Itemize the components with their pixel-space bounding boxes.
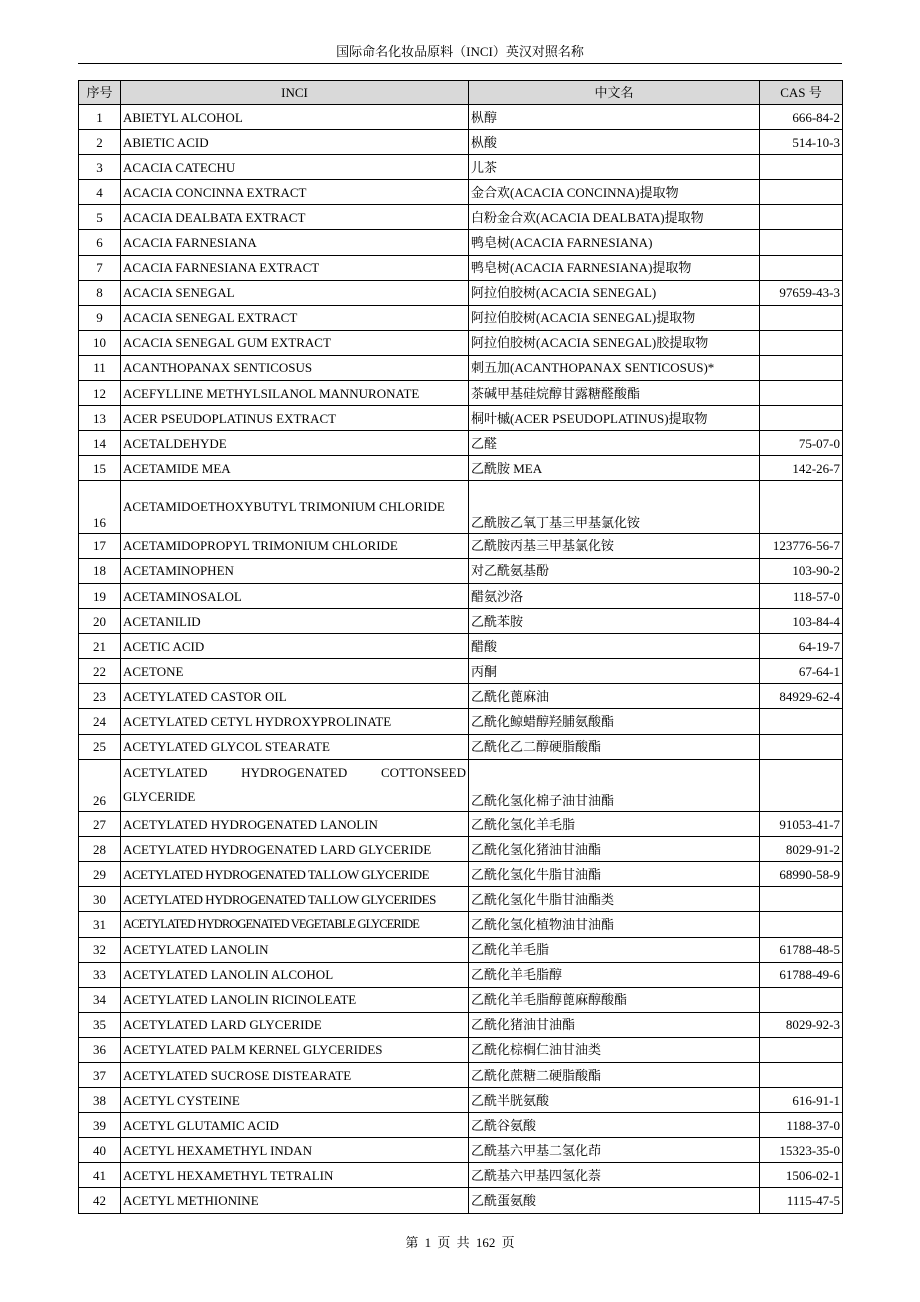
cas-number-cell	[760, 155, 843, 180]
cas-number-cell: 514-10-3	[760, 130, 843, 155]
page-footer-number: 第 1 页 共 162 页	[405, 1235, 515, 1250]
table-row	[79, 456, 843, 481]
inci-name-cell: ACEFYLLINE METHYLSILANOL MANNURONATE	[121, 381, 469, 406]
chinese-name-cell: 儿茶	[469, 155, 760, 180]
chinese-name-cell: 阿拉伯胶树(ACACIA SENEGAL)	[469, 280, 760, 305]
row-number-cell: 27	[79, 812, 121, 837]
inci-name-cell: ACETAMINOPHEN	[121, 558, 469, 583]
row-number-cell: 15	[79, 456, 121, 481]
table-row	[79, 330, 843, 355]
cas-number-cell: 84929-62-4	[760, 684, 843, 709]
chinese-name-cell: 乙酰化乙二醇硬脂酸酯	[469, 734, 760, 759]
inci-name-cell: ACETYLATED LANOLIN	[121, 937, 469, 962]
cas-number-cell	[760, 987, 843, 1012]
inci-name-cell: ACETANILID	[121, 609, 469, 634]
inci-name-cell: ACETYLATED CETYL HYDROXYPROLINATE	[121, 709, 469, 734]
inci-name-cell: ACETIC ACID	[121, 634, 469, 659]
header-rule	[78, 63, 842, 64]
cas-number-cell: 616-91-1	[760, 1088, 843, 1113]
inci-name-cell: ACACIA FARNESIANA	[121, 230, 469, 255]
chinese-name-cell: 乙酰化氢化猪油甘油酯	[469, 837, 760, 862]
cas-number-cell: 1115-47-5	[760, 1188, 843, 1213]
row-number-cell: 34	[79, 987, 121, 1012]
inci-name-cell: ACETAMIDOPROPYL TRIMONIUM CHLORIDE	[121, 533, 469, 558]
inci-table	[78, 80, 843, 1214]
chinese-name-cell: 乙酰化氢化牛脂甘油酯类	[469, 887, 760, 912]
cas-number-cell	[760, 355, 843, 380]
cas-number-cell: 1506-02-1	[760, 1163, 843, 1188]
cas-number-cell: 67-64-1	[760, 659, 843, 684]
cas-number-cell	[760, 887, 843, 912]
row-number-cell: 40	[79, 1138, 121, 1163]
chinese-name-cell: 乙酰化棕榈仁油甘油类	[469, 1037, 760, 1062]
cas-number-cell: 8029-92-3	[760, 1012, 843, 1037]
table-row	[79, 962, 843, 987]
cas-number-cell: 91053-41-7	[760, 812, 843, 837]
cas-number-cell	[760, 330, 843, 355]
chinese-name-cell: 刺五加(ACANTHOPANAX SENTICOSUS)*	[469, 355, 760, 380]
chinese-name-cell: 白粉金合欢(ACACIA DEALBATA)提取物	[469, 205, 760, 230]
table-row	[79, 912, 843, 937]
chinese-name-cell: 金合欢(ACACIA CONCINNA)提取物	[469, 180, 760, 205]
inci-name-cell: ACETYLATED LANOLIN RICINOLEATE	[121, 987, 469, 1012]
row-number-cell: 37	[79, 1062, 121, 1087]
cas-number-cell: 103-84-4	[760, 609, 843, 634]
inci-name-cell: ACETYLATED HYDROGENATED LANOLIN	[121, 812, 469, 837]
row-number-cell: 35	[79, 1012, 121, 1037]
inci-name-cell: ABIETIC ACID	[121, 130, 469, 155]
cas-number-cell: 64-19-7	[760, 634, 843, 659]
table-row	[79, 558, 843, 583]
cas-number-cell: 142-26-7	[760, 456, 843, 481]
table-row	[79, 280, 843, 305]
chinese-name-cell: 鸭皂树(ACACIA FARNESIANA)	[469, 230, 760, 255]
chinese-name-cell: 乙酰半胱氨酸	[469, 1088, 760, 1113]
row-number-cell: 19	[79, 583, 121, 608]
table-row	[79, 105, 843, 130]
cas-number-cell: 75-07-0	[760, 431, 843, 456]
table-row	[79, 837, 843, 862]
chinese-name-cell: 乙酰化氢化植物油甘油酯	[469, 912, 760, 937]
table-row	[79, 355, 843, 380]
row-number-cell: 17	[79, 533, 121, 558]
row-number-cell: 12	[79, 381, 121, 406]
cas-number-cell: 118-57-0	[760, 583, 843, 608]
cas-number-cell	[760, 1062, 843, 1087]
table-row	[79, 381, 843, 406]
row-number-cell: 22	[79, 659, 121, 684]
chinese-name-cell: 醋氨沙洛	[469, 583, 760, 608]
column-header-cas: CAS 号	[760, 81, 843, 105]
table-row	[79, 709, 843, 734]
row-number-cell: 8	[79, 280, 121, 305]
row-number-cell: 7	[79, 255, 121, 280]
row-number-cell: 30	[79, 887, 121, 912]
inci-name-cell: ACETYLATED CASTOR OIL	[121, 684, 469, 709]
row-number-cell: 26	[79, 759, 121, 811]
inci-name-cell: ABIETYL ALCOHOL	[121, 105, 469, 130]
table-row	[79, 659, 843, 684]
column-header-inci: INCI	[121, 81, 469, 105]
cas-number-cell: 1188-37-0	[760, 1113, 843, 1138]
chinese-name-cell: 醋酸	[469, 634, 760, 659]
cas-number-cell: 68990-58-9	[760, 862, 843, 887]
inci-name-cell: ACER PSEUDOPLATINUS EXTRACT	[121, 406, 469, 431]
row-number-cell: 18	[79, 558, 121, 583]
row-number-cell: 36	[79, 1037, 121, 1062]
table-row	[79, 684, 843, 709]
table-row	[79, 155, 843, 180]
cas-number-cell	[760, 912, 843, 937]
chinese-name-cell: 乙醛	[469, 431, 760, 456]
inci-name-cell: ACETONE	[121, 659, 469, 684]
table-row	[79, 1138, 843, 1163]
table-body	[79, 105, 843, 1214]
chinese-name-cell: 乙酰苯胺	[469, 609, 760, 634]
row-number-cell: 21	[79, 634, 121, 659]
row-number-cell: 38	[79, 1088, 121, 1113]
row-number-cell: 10	[79, 330, 121, 355]
inci-name-cell: ACANTHOPANAX SENTICOSUS	[121, 355, 469, 380]
inci-name-cell: ACACIA CONCINNA EXTRACT	[121, 180, 469, 205]
inci-name-cell: ACETYL METHIONINE	[121, 1188, 469, 1213]
cas-number-cell: 61788-48-5	[760, 937, 843, 962]
table-row	[79, 734, 843, 759]
cas-number-cell: 123776-56-7	[760, 533, 843, 558]
cas-number-cell	[760, 305, 843, 330]
column-header-cn: 中文名	[469, 81, 760, 105]
inci-name-cell: ACACIA CATECHU	[121, 155, 469, 180]
chinese-name-cell: 桐叶槭(ACER PSEUDOPLATINUS)提取物	[469, 406, 760, 431]
inci-name-cell: ACACIA SENEGAL EXTRACT	[121, 305, 469, 330]
row-number-cell: 25	[79, 734, 121, 759]
chinese-name-cell: 乙酰胺丙基三甲基氯化铵	[469, 533, 760, 558]
row-number-cell: 39	[79, 1113, 121, 1138]
table-row	[79, 887, 843, 912]
row-number-cell: 9	[79, 305, 121, 330]
cas-number-cell	[760, 734, 843, 759]
chinese-name-cell: 乙酰基六甲基二氢化茚	[469, 1138, 760, 1163]
chinese-name-cell: 乙酰蛋氨酸	[469, 1188, 760, 1213]
inci-name-cell: ACETYL CYSTEINE	[121, 1088, 469, 1113]
table-row	[79, 1012, 843, 1037]
row-number-cell: 29	[79, 862, 121, 887]
cas-number-cell	[760, 709, 843, 734]
chinese-name-cell: 乙酰化蓖麻油	[469, 684, 760, 709]
inci-name-cell: ACETAMIDE MEA	[121, 456, 469, 481]
cas-number-cell: 103-90-2	[760, 558, 843, 583]
chinese-name-cell: 乙酰化羊毛脂醇蓖麻醇酸酯	[469, 987, 760, 1012]
table-header-row	[79, 81, 843, 105]
row-number-cell: 16	[79, 481, 121, 533]
cas-number-cell	[760, 1037, 843, 1062]
table-row	[79, 230, 843, 255]
row-number-cell: 13	[79, 406, 121, 431]
row-number-cell: 20	[79, 609, 121, 634]
table-row	[79, 255, 843, 280]
cas-number-cell	[760, 230, 843, 255]
table-row	[79, 1062, 843, 1087]
cas-number-cell: 97659-43-3	[760, 280, 843, 305]
row-number-cell: 23	[79, 684, 121, 709]
cas-number-cell: 8029-91-2	[760, 837, 843, 862]
inci-name-cell: ACETYLATED HYDROGENATED TALLOW GLYCERIDE	[121, 862, 469, 887]
inci-name-cell: ACETAMIDOETHOXYBUTYL TRIMONIUM CHLORIDE	[121, 481, 469, 533]
inci-name-cell: ACETYL HEXAMETHYL TETRALIN	[121, 1163, 469, 1188]
chinese-name-cell: 乙酰化氢化棉子油甘油酯	[469, 759, 760, 811]
row-number-cell: 32	[79, 937, 121, 962]
row-number-cell: 3	[79, 155, 121, 180]
inci-name-cell: ACETYLATED LARD GLYCERIDE	[121, 1012, 469, 1037]
inci-name-cell: ACETYLATED PALM KERNEL GLYCERIDES	[121, 1037, 469, 1062]
table-row	[79, 481, 843, 533]
chinese-name-cell: 枞酸	[469, 130, 760, 155]
chinese-name-cell: 鸭皂树(ACACIA FARNESIANA)提取物	[469, 255, 760, 280]
table-row	[79, 1163, 843, 1188]
cas-number-cell: 666-84-2	[760, 105, 843, 130]
table-row	[79, 533, 843, 558]
chinese-name-cell: 乙酰化氢化牛脂甘油酯	[469, 862, 760, 887]
cas-number-cell	[760, 759, 843, 811]
cas-number-cell	[760, 205, 843, 230]
table-row	[79, 759, 843, 811]
row-number-cell: 14	[79, 431, 121, 456]
table-row	[79, 305, 843, 330]
chinese-name-cell: 乙酰胺乙氧丁基三甲基氯化铵	[469, 481, 760, 533]
inci-name-cell: ACACIA SENEGAL	[121, 280, 469, 305]
chinese-name-cell: 乙酰化鲸蜡醇羟脯氨酸酯	[469, 709, 760, 734]
inci-name-cell: ACETYLATED HYDROGENATED TALLOW GLYCERIDES	[121, 887, 469, 912]
row-number-cell: 42	[79, 1188, 121, 1213]
table-row	[79, 583, 843, 608]
table-row	[79, 1088, 843, 1113]
table-row	[79, 812, 843, 837]
inci-name-cell: ACETYLATED LANOLIN ALCOHOL	[121, 962, 469, 987]
inci-name-cell: ACETYL GLUTAMIC ACID	[121, 1113, 469, 1138]
table-row	[79, 937, 843, 962]
table-row	[79, 1037, 843, 1062]
inci-name-cell: ACETYLATED SUCROSE DISTEARATE	[121, 1062, 469, 1087]
table-row	[79, 1188, 843, 1213]
inci-name-cell: ACETALDEHYDE	[121, 431, 469, 456]
cas-number-cell	[760, 381, 843, 406]
chinese-name-cell: 阿拉伯胶树(ACACIA SENEGAL)胶提取物	[469, 330, 760, 355]
row-number-cell: 4	[79, 180, 121, 205]
chinese-name-cell: 乙酰化蔗糖二硬脂酸酯	[469, 1062, 760, 1087]
inci-name-cell: ACETYLATED HYDROGENATED LARD GLYCERIDE	[121, 837, 469, 862]
table-row	[79, 987, 843, 1012]
table-row	[79, 406, 843, 431]
chinese-name-cell: 乙酰胺 MEA	[469, 456, 760, 481]
row-number-cell: 2	[79, 130, 121, 155]
table-row	[79, 609, 843, 634]
chinese-name-cell: 茶碱甲基硅烷醇甘露糖醛酸酯	[469, 381, 760, 406]
chinese-name-cell: 丙酮	[469, 659, 760, 684]
inci-name-cell: ACETYL HEXAMETHYL INDAN	[121, 1138, 469, 1163]
chinese-name-cell: 阿拉伯胶树(ACACIA SENEGAL)提取物	[469, 305, 760, 330]
column-header-no: 序号	[79, 81, 121, 105]
row-number-cell: 24	[79, 709, 121, 734]
chinese-name-cell: 乙酰谷氨酸	[469, 1113, 760, 1138]
inci-name-cell: ACETYLATED GLYCOL STEARATE	[121, 734, 469, 759]
inci-name-cell: ACETYLATED HYDROGENATED VEGETABLE GLYCERIDE	[121, 912, 469, 937]
table-row	[79, 180, 843, 205]
chinese-name-cell: 枞醇	[469, 105, 760, 130]
inci-name-cell: ACETAMINOSALOL	[121, 583, 469, 608]
row-number-cell: 5	[79, 205, 121, 230]
page-header-title: 国际命名化妆品原料（INCI）英汉对照名称	[336, 44, 584, 59]
row-number-cell: 11	[79, 355, 121, 380]
table-row	[79, 1113, 843, 1138]
cas-number-cell	[760, 406, 843, 431]
inci-name-cell: ACETYLATED HYDROGENATED COTTONSEED GLYCERIDE	[121, 759, 469, 811]
chinese-name-cell: 乙酰化羊毛脂	[469, 937, 760, 962]
inci-name-cell: ACACIA SENEGAL GUM EXTRACT	[121, 330, 469, 355]
table-row	[79, 862, 843, 887]
chinese-name-cell: 乙酰化氢化羊毛脂	[469, 812, 760, 837]
row-number-cell: 41	[79, 1163, 121, 1188]
table-row	[79, 634, 843, 659]
cas-number-cell: 61788-49-6	[760, 962, 843, 987]
table-row	[79, 205, 843, 230]
table-row	[79, 130, 843, 155]
inci-name-cell: ACACIA FARNESIANA EXTRACT	[121, 255, 469, 280]
row-number-cell: 33	[79, 962, 121, 987]
row-number-cell: 28	[79, 837, 121, 862]
chinese-name-cell: 乙酰化羊毛脂醇	[469, 962, 760, 987]
row-number-cell: 31	[79, 912, 121, 937]
cas-number-cell: 15323-35-0	[760, 1138, 843, 1163]
table-row	[79, 431, 843, 456]
chinese-name-cell: 乙酰化猪油甘油酯	[469, 1012, 760, 1037]
row-number-cell: 1	[79, 105, 121, 130]
inci-name-cell: ACACIA DEALBATA EXTRACT	[121, 205, 469, 230]
cas-number-cell	[760, 180, 843, 205]
cas-number-cell	[760, 255, 843, 280]
chinese-name-cell: 乙酰基六甲基四氢化萘	[469, 1163, 760, 1188]
row-number-cell: 6	[79, 230, 121, 255]
chinese-name-cell: 对乙酰氨基酚	[469, 558, 760, 583]
cas-number-cell	[760, 481, 843, 533]
